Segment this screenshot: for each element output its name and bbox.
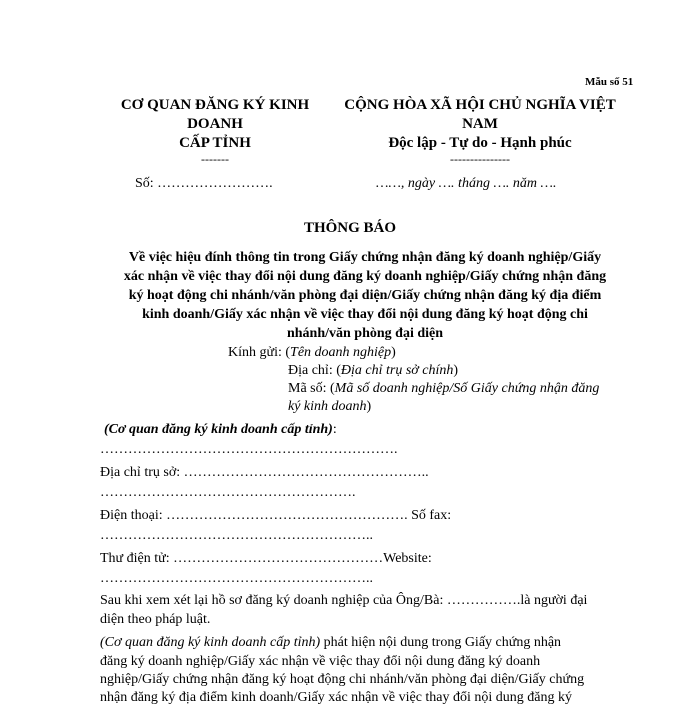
email-website-dots: ………………………………………………….. — [100, 571, 373, 586]
form-number: Mẫu số 51 — [585, 76, 634, 88]
subtitle-line: kinh doanh/Giấy xác nhận về việc thay đổi nội dung đăng ký hoạt động chi — [142, 307, 588, 322]
close-paren: ) — [366, 399, 372, 414]
recipient-code-label: Mã số: ( — [288, 381, 335, 396]
document-subtitle — [102, 248, 628, 343]
recipient-to-value: Tên doanh nghiệp — [290, 345, 392, 360]
country-line-2: NAM — [462, 116, 498, 132]
agency-line-2: DOANH — [187, 116, 243, 132]
detect-line-1 — [100, 633, 635, 653]
detect-line-3: nghiệp/Giấy chứng nhận đăng ký hoạt động chi nhánh/văn phòng đại diện/Giấy chứng — [100, 672, 585, 687]
review-line-2: diện theo pháp luật. — [100, 612, 211, 627]
recipient-to — [228, 344, 396, 362]
recipient-address-value: Địa chỉ trụ sở chính — [340, 363, 454, 378]
recipient-code-value: Mã số doanh nghiệp/Số Giấy chứng nhận đăng — [334, 381, 600, 396]
subtitle-line: xác nhận về việc thay đổi nội dung đăng ký doanh nghiệp/Giấy chứng nhận đăng — [123, 269, 607, 284]
subtitle-line: Về việc hiệu đính thông tin trong Giấy chứng nhận đăng ký doanh nghiệp/Giấy — [128, 250, 602, 265]
issuing-agency-header — [100, 96, 330, 165]
close-paren: ) — [453, 363, 459, 378]
phone-fax-line: Điện thoại: ……………………………………………. Số fax: — [100, 508, 452, 523]
agency-colon: : — [332, 422, 337, 437]
recipient-code-value-cont: ký kinh doanh — [288, 399, 367, 414]
close-paren: ) — [391, 345, 396, 360]
agency-line-3: CẤP TỈNH — [179, 135, 251, 151]
detect-line-4: nhận đăng ký địa điểm kinh doanh/Giấy xác nhận về việc thay đổi nội dung đăng ký — [100, 690, 573, 705]
detect-line-1-rest: phát hiện nội dung trong Giấy chứng nhận — [320, 635, 562, 650]
recipient-code-cont — [288, 398, 371, 416]
recipient-address — [288, 362, 458, 380]
detect-agency: (Cơ quan đăng ký kinh doanh cấp tỉnh) — [100, 635, 321, 650]
national-header — [325, 96, 635, 165]
motto: Độc lập - Tự do - Hạnh phúc — [388, 135, 572, 151]
document-number: Số: ……………………. — [135, 176, 273, 191]
country-line-1: CỘNG HÒA XÃ HỘI CHỦ NGHĨA VIỆT — [344, 97, 616, 113]
recipient-address-label: Địa chỉ: ( — [288, 363, 341, 378]
agency-line-1: CƠ QUAN ĐĂNG KÝ KINH — [120, 97, 310, 113]
phone-fax-dots: ………………………………………………….. — [100, 528, 373, 543]
recipient-to-label: Kính gửi: ( — [228, 345, 291, 360]
document-title: THÔNG BÁO — [303, 220, 397, 236]
subtitle-line: ký hoạt động chi nhánh/văn phòng đại diện/Giấy chứng nhận đăng ký địa điểm — [128, 288, 602, 303]
hq-address-dots: ………………………………………………. — [100, 485, 356, 500]
agency-divider: ------- — [201, 152, 229, 166]
review-line-1: Sau khi xem xét lại hồ sơ đăng ký doanh nghiệp của Ông/Bà: …………….là người đại — [100, 593, 588, 608]
subtitle-line: nhánh/văn phòng đại diện — [286, 326, 444, 341]
motto-divider: --------------- — [450, 152, 510, 166]
email-website-line: Thư điện tử: ………………………………………Website: — [100, 551, 432, 566]
detect-line-2: đăng ký doanh nghiệp/Giấy xác nhận về việc thay đổi nội dung đăng ký doanh — [100, 654, 541, 669]
document-date: ……, ngày …. tháng …. năm …. — [376, 176, 557, 191]
recipient-code — [288, 380, 599, 398]
agency-name: (Cơ quan đăng ký kinh doanh cấp tỉnh) — [104, 422, 333, 437]
hq-address-line: Địa chỉ trụ sở: …………………………………………….. — [100, 465, 429, 480]
agency-dots: ………………………………………………………. — [100, 442, 398, 457]
agency-line — [104, 420, 639, 440]
